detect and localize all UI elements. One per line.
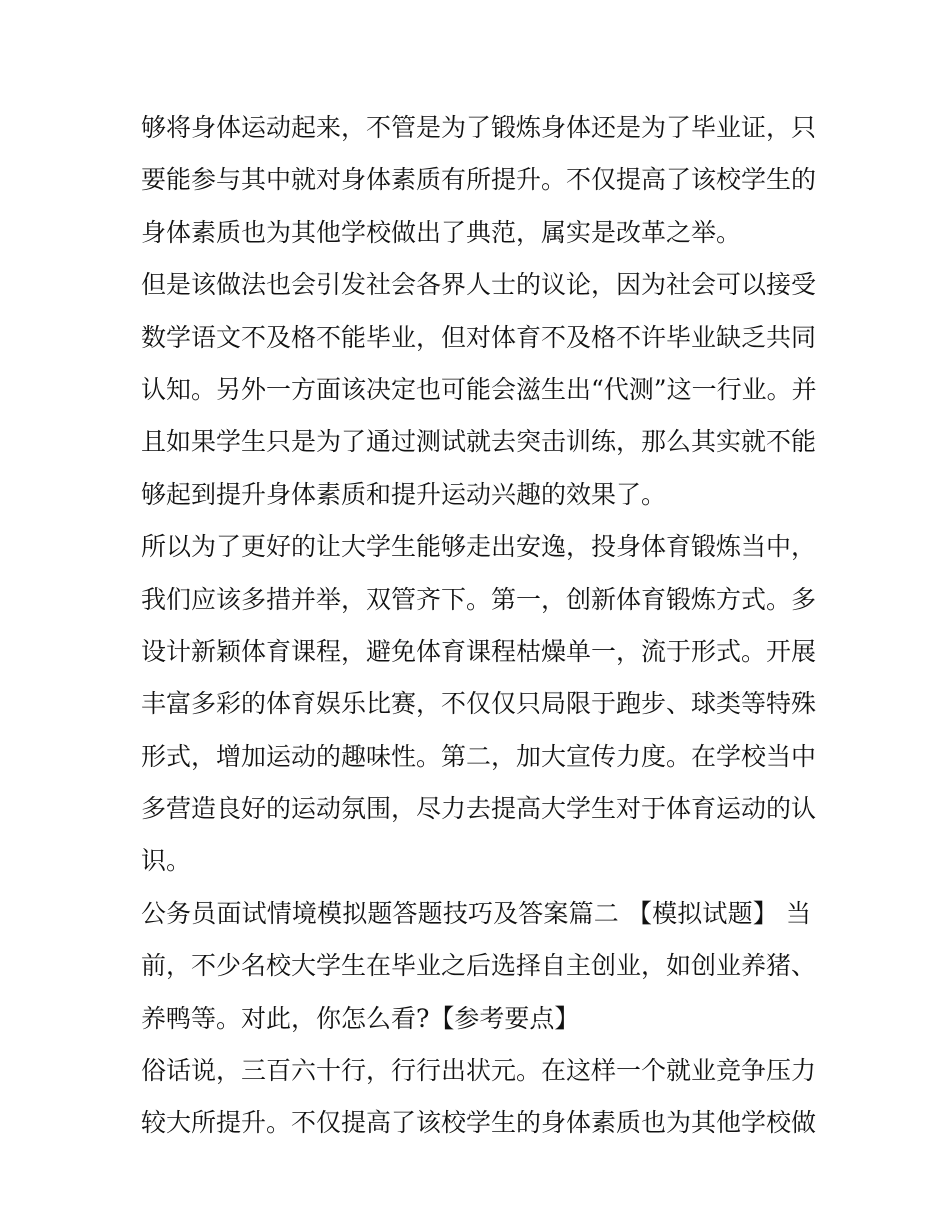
text-line: 认知。另外一方面该决定也可能会滋生出“代测”这一行业。并 bbox=[141, 374, 817, 404]
text-line: 多营造良好的运动氛围，尽力去提高大学生对于体育运动的认 bbox=[141, 794, 817, 824]
text-line: 俗话说，三百六十行，行行出状元。在这样一个就业竞争压力 bbox=[141, 1056, 817, 1086]
text-line: 够起到提升身体素质和提升运动兴趣的效果了。 bbox=[141, 479, 667, 509]
text-line: 我们应该多措并举，双管齐下。第一，创新体育锻炼方式。多 bbox=[141, 584, 817, 614]
text-line: 形式，增加运动的趣味性。第二，加大宣传力度。在学校当中 bbox=[141, 741, 817, 771]
text-line: 设计新颖体育课程，避免体育课程枯燥单一，流于形式。开展 bbox=[141, 636, 817, 666]
text-line: 前，不少名校大学生在毕业之后选择自主创业，如创业养猪、 bbox=[141, 951, 817, 981]
text-line: 身体素质也为其他学校做出了典范，属实是改革之举。 bbox=[141, 217, 742, 247]
text-line: 识。 bbox=[141, 846, 192, 876]
text-line: 公务员面试情境模拟题答题技巧及答案篇二 【模拟试题】 当 bbox=[141, 898, 811, 928]
text-line: 较大所提升。不仅提高了该校学生的身体素质也为其他学校做 bbox=[141, 1108, 817, 1138]
text-line: 够将身体运动起来，不管是为了锻炼身体还是为了毕业证，只 bbox=[141, 113, 817, 142]
text-line: 要能参与其中就对身体素质有所提升。不仅提高了该校学生的 bbox=[141, 165, 817, 195]
text-line: 数学语文不及格不能毕业，但对体育不及格不许毕业缺乏共同 bbox=[141, 322, 817, 352]
document-body bbox=[141, 107, 821, 1155]
text-line: 但是该做法也会引发社会各界人士的议论，因为社会可以接受 bbox=[141, 270, 817, 300]
text-line: 所以为了更好的让大学生能够走出安逸，投身体育锻炼当中， bbox=[141, 532, 817, 562]
text-line: 且如果学生只是为了通过测试就去突击训练，那么其实就不能 bbox=[141, 427, 817, 457]
text-line: 养鸭等。对此，你怎么看?【参考要点】 bbox=[141, 1003, 580, 1033]
text-line: 丰富多彩的体育娱乐比赛，不仅仅只局限于跑步、球类等特殊 bbox=[141, 689, 817, 719]
